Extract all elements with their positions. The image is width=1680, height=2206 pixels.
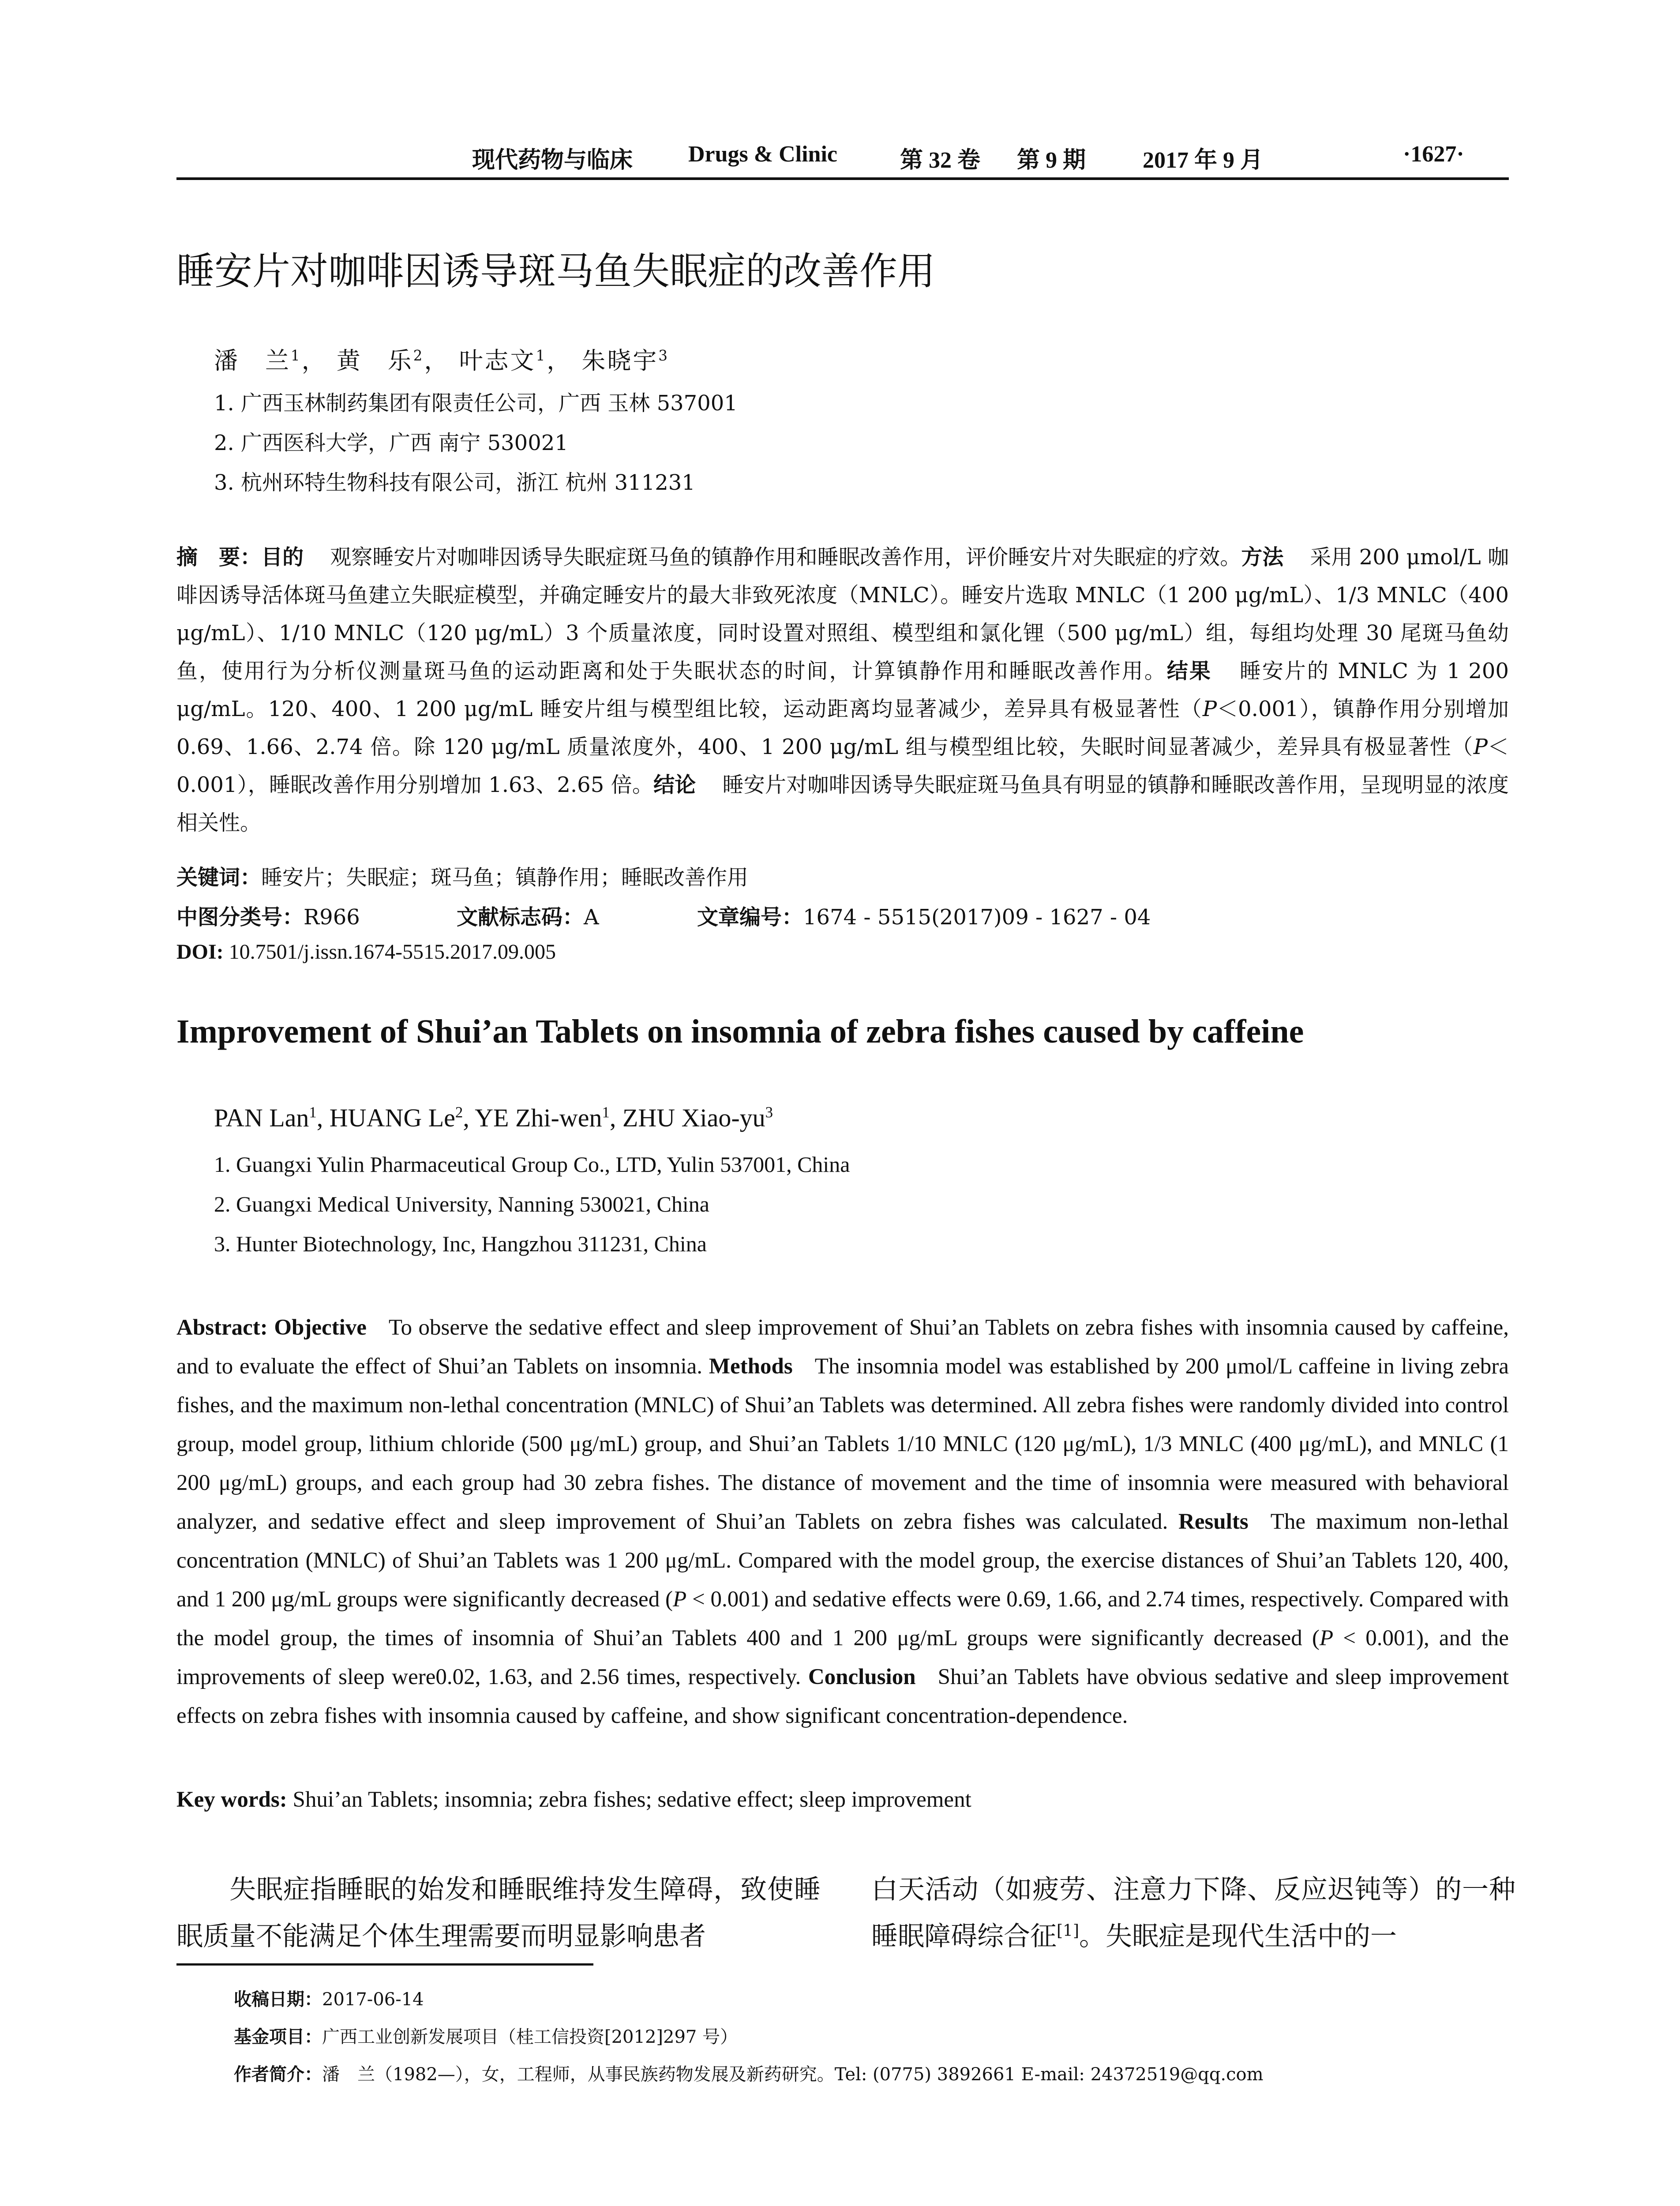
english-keywords [176,1787,971,1812]
clc-value: R966 [304,905,360,930]
author-affiliation-mark: 1 [291,347,302,364]
clc-label: 中图分类号： [176,905,304,930]
author-name: PAN Lan [214,1103,309,1132]
conclusion-label: 结论 [653,773,696,797]
header-rule [176,177,1509,180]
body-left-column: 失眠症指睡眠的始发和睡眠维持发生障碍，致使睡眠质量不能满足个体生理需要而明显影响患者 [176,1874,821,1952]
p-value-symbol: P [673,1587,687,1612]
chinese-affiliation: 1. 广西玉林制药集团有限责任公司，广西 玉林 537001 [214,391,738,416]
results-text: 睡安片的 MNLC 为 1 200 μg/mL。120、400、1 200 μg/mL 睡安片组与模型组比较，运动距离均显著减少，差异具有极显著性（ [176,659,1509,721]
methods-label: Methods [709,1354,793,1379]
article-number-value: 1674 - 5515(2017)09 - 1627 - 04 [803,905,1151,930]
results-text: < 0.001) and sedative effects were 0.69, 1.66, and 2.74 times, respectively. Compared with the model group, the times of insomnia of Shui’an Tablets 400 and 1 200 μg/mL groups were significantly decreased ( [176,1587,1509,1651]
volume: 第 32 卷 [900,148,981,173]
results-text: ＜0.001），睡眠改善作用分别增加 1.63、2.65 倍。 [176,735,1509,797]
conclusion-text: Shui’an Tablets have obvious sedative and sleep improvement effects on zebra fishes with insomnia caused by caffeine, and show significant concentration-dependence. [176,1665,1509,1728]
conclusion-text: 睡安片对咖啡因诱导失眠症斑马鱼具有明显的镇静和睡眠改善作用，呈现明显的浓度相关性。 [176,773,1509,835]
article-number-label: 文章编号： [697,905,803,930]
journal-name-cn: 现代药物与临床 [472,148,633,173]
document-code-label: 文献标志码： [457,905,584,930]
conclusion-label: Conclusion [808,1665,916,1689]
objective-label: Objective [274,1315,367,1340]
body-text: 。失眠症是现代生活中的一 [1079,1921,1397,1952]
funding-text: 广西工业创新发展项目（桂工信投资[2012]297 号） [322,2027,738,2047]
abstract-label: Abstract: [176,1315,268,1340]
chinese-author-list: 潘 兰$^1$， 黄 乐$^2$， 叶志文$^1$， 朱晓宇$^3$ [214,347,669,375]
doi-link[interactable]: 10.7501/j.issn.1674-5515.2017.09.005 [229,940,556,964]
received-label: 收稿日期： [234,1989,322,2010]
p-value-symbol: P [1202,697,1217,721]
page-number: ·1627· [1403,142,1464,167]
document-code [457,900,599,930]
p-value-symbol: P [1473,735,1488,759]
author-bio-text: 潘 兰（1982—），女，工程师，从事民族药物发展及新药研究。Tel: (0775) 3892661 E-mail: 24372519@qq.com [322,2064,1264,2085]
author-name: 黄 乐 [336,347,413,375]
results-label: Results [1178,1509,1249,1534]
objective-label: 目的 [261,545,304,570]
document-code-value: A [584,905,599,930]
author-affiliation-mark: 1 [602,1103,610,1121]
chinese-affiliation: 3. 杭州环特生物科技有限公司，浙江 杭州 311231 [214,470,695,495]
body-text: 白天活动（如疲劳、注意力下降、反应迟钝等）的一种睡眠障碍综合征 [871,1874,1515,1952]
english-abstract [176,1308,1509,1735]
chinese-affiliation: 2. 广西医科大学，广西 南宁 530021 [214,431,568,455]
english-title: Improvement of Shui’an Tablets on insomnia of zebra fishes caused by caffeine [176,1013,1304,1050]
objective-text: 观察睡安片对咖啡因诱导失眠症斑马鱼的镇静作用和睡眠改善作用，评价睡安片对失眠症的疗效。 [330,545,1241,570]
author-name: 朱晓宇 [581,347,659,375]
doi-line [176,940,556,964]
author-name: HUANG Le [329,1103,455,1132]
received-date-note [234,1985,424,2011]
doi-label: DOI: [176,940,224,964]
methods-text: The insomnia model was established by 200 μmol/L caffeine in living zebra fishes, and the maximum non-lethal concentration (MNLC) of Shui’an Tablets was determined. All zebra fishes were randomly divided into control group, model group, lithium chloride (500 μg/mL) group, and Shui’an Tablets 1/10 MNLC (120 μg/mL), 1/3 MNLC (400 μg/mL), and MNLC (1 200 μg/mL) groups, and each group had 30 zebra fishes. The distance of movement and the time of insomnia were measured with behavioral analyzer, and sedative effect and sleep improvement of Shui’an Tablets on zebra fishes was calculated. [176,1354,1509,1534]
classification-line [176,900,360,930]
journal-name-en: Drugs & Clinic [688,142,837,167]
author-name: YE Zhi-wen [475,1103,602,1132]
keywords-label: Key words: [176,1787,287,1812]
citation-marker[interactable]: [1] [1057,1922,1079,1940]
author-name: 潘 兰 [214,347,291,375]
article-number [697,900,1151,930]
p-value-symbol: P [1319,1626,1334,1651]
author-affiliation-mark: 2 [455,1103,463,1121]
chinese-keywords [176,860,748,891]
funding-note [234,2023,738,2048]
objective-text: To observe the sedative effect and sleep improvement of Shui’an Tablets on zebra fishes with insomnia caused by caffeine, and to evaluate the effect of Shui’an Tablets on insomnia. [176,1315,1509,1379]
received-date: 2017-06-14 [322,1989,424,2010]
keywords-text: Shui’an Tablets; insomnia; zebra fishes; sedative effect; sleep improvement [292,1787,971,1812]
author-bio-note [234,2060,1264,2086]
chinese-abstract [176,538,1509,842]
english-author-list: PAN Lan$^1$, HUANG Le$^2$, YE Zhi-wen$^1$, ZHU Xiao-$yu^3$ [214,1103,773,1132]
running-header [176,132,1509,176]
author-bio-label: 作者简介： [234,2064,322,2085]
author-affiliation-mark: 2 [413,347,424,364]
english-affiliation: 1. Guangxi Yulin Pharmaceutical Group Co., LTD, Yulin 537001, China [214,1152,850,1177]
english-affiliation: 3. Hunter Biotechnology, Inc, Hangzhou 311231, China [214,1231,707,1256]
author-affiliation-mark: 3 [658,347,669,364]
issue-date: 2017 年 9 月 [1143,148,1264,173]
keywords-text: 睡安片；失眠症；斑马鱼；镇静作用；睡眠改善作用 [261,865,749,890]
keywords-label: 关键词： [176,865,262,890]
author-name: 叶志文 [459,347,536,375]
author-name: ZHU Xiao-yu [622,1103,765,1132]
issue: 第 9 期 [1017,148,1086,173]
chinese-title: 睡安片对咖啡因诱导斑马鱼失眠症的改善作用 [176,249,935,293]
abstract-label: 摘 要： [176,545,262,570]
english-affiliation: 2. Guangxi Medical University, Nanning 530021, China [214,1192,709,1216]
methods-label: 方法 [1241,545,1284,570]
footnote-rule [176,1963,593,1966]
author-affiliation-mark: 1 [536,347,547,364]
funding-label: 基金项目： [234,2027,322,2047]
results-label: 结果 [1166,659,1212,683]
body-right-column [871,1866,1515,1960]
results-text: ＜0.001），镇静作用分别增加 0.69、1.66、2.74 倍。除 120 μg/mL 质量浓度外，400、1 200 μg/mL 组与模型组比较，失眠时间显著减少，差异具有极显著性（ [176,697,1509,759]
results-text: The maximum non-lethal concentration (MNLC) of Shui’an Tablets was 1 200 μg/mL. Compared with the model group, the exercise distances of Shui’an Tablets 120, 400, and 1 200 μg/mL groups were significantly decreased ( [176,1509,1509,1612]
results-text: < 0.001), and the improvements of sleep were0.02, 1.63, and 2.56 times, respectively. [176,1626,1509,1689]
methods-text: 采用 200 μmol/L 咖啡因诱导活体斑马鱼建立失眠症模型，并确定睡安片的最大非致死浓度（MNLC）。睡安片选取 MNLC（1 200 μg/mL）、1/3 MNLC（400 μg/mL）、1/10 MNLC（120 μg/mL）3 个质量浓度，同时设置对照组、模型组和氯化锂（500 μg/mL）组，每组均处理 30 尾斑马鱼幼鱼，使用行为分析仪测量斑马鱼的运动距离和处于失眠状态的时间，计算镇静作用和睡眠改善作用。 [176,545,1509,683]
author-affiliation-mark: 3 [765,1103,773,1121]
author-affiliation-mark: 1 [309,1103,317,1121]
